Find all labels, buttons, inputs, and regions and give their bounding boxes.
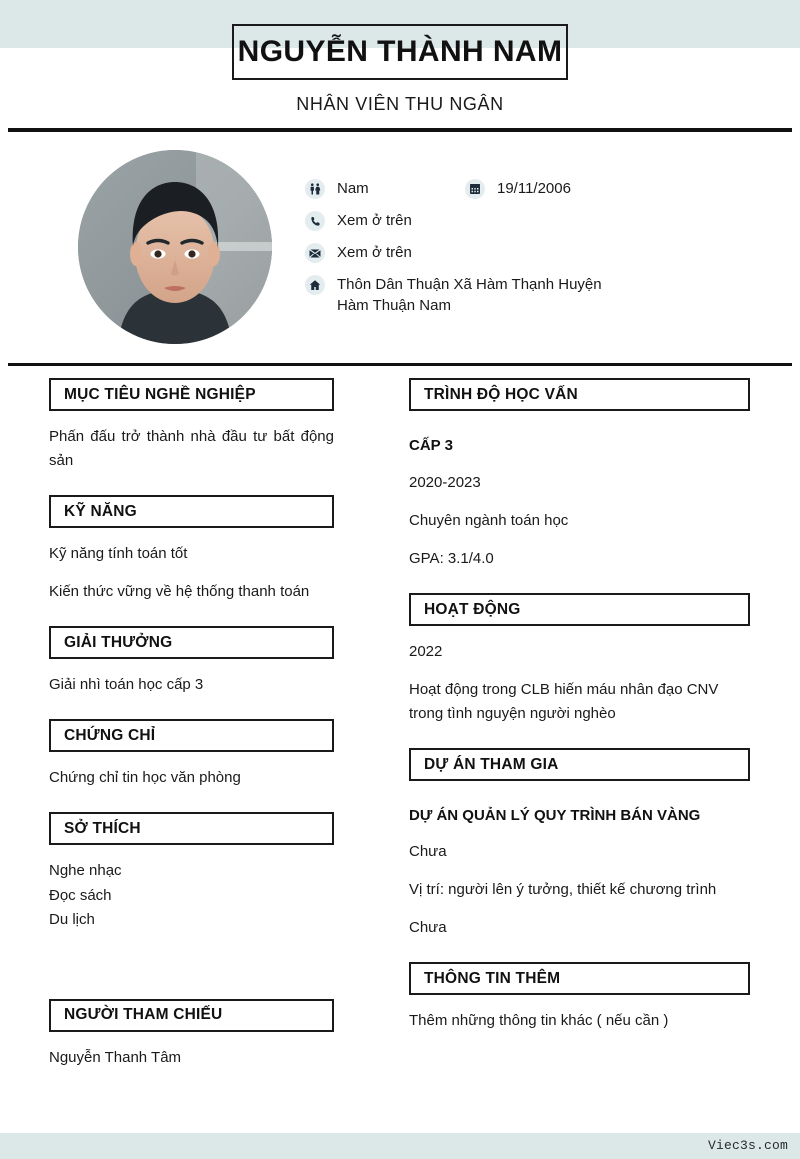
avatar (78, 150, 272, 344)
list-item: Nghe nhạc (49, 862, 122, 879)
contact-row-2 (305, 210, 775, 231)
contact-row-4 (305, 274, 775, 316)
header-divider (8, 128, 792, 132)
list-item: Chứng chỉ tin học văn phòng (49, 769, 241, 786)
objective-body: Phấn đấu trở thành nhà đầu tư bất động sản (49, 428, 334, 469)
section-heading-awards (49, 626, 334, 659)
education-years: 2020-2023 (409, 474, 481, 491)
list-item: Kỹ năng tính toán tốt (49, 545, 188, 562)
section-heading-hobbies (49, 812, 334, 845)
section-heading-skills-label: KỸ NĂNG (64, 502, 137, 520)
section-heading-activities-label: HOẠT ĐỘNG (424, 600, 521, 618)
section-heading-certificates (49, 719, 334, 752)
section-heading-hobbies-label: SỞ THÍCH (64, 819, 141, 837)
section-heading-more-info (409, 962, 750, 995)
cv-header (0, 0, 800, 132)
contact-email (305, 242, 412, 263)
list-item: Đọc sách (49, 886, 112, 904)
more-info-body: Thêm những thông tin khác ( nếu cần ) (409, 1012, 669, 1029)
contact-row-1 (305, 178, 775, 199)
contact-birthdate (465, 178, 571, 199)
contact-list (305, 178, 775, 316)
footer-band (0, 1133, 800, 1159)
calendar-icon (465, 179, 485, 199)
list-item: Nguyễn Thanh Tâm (49, 1048, 182, 1066)
section-heading-references (49, 999, 334, 1032)
contact-gender (305, 178, 465, 199)
contact-section (0, 136, 800, 362)
section-heading-skills (49, 495, 334, 528)
hobbies-list (49, 859, 334, 933)
section-heading-objective-label: MỤC TIÊU NGHỀ NGHIỆP (64, 385, 256, 403)
contact-row-3 (305, 242, 775, 263)
contact-divider (8, 363, 792, 366)
project-title: DỰ ÁN QUẢN LÝ QUY TRÌNH BÁN VÀNG (409, 807, 701, 824)
right-column (409, 378, 750, 1047)
list-item: Giải nhì toán học cấp 3 (49, 676, 204, 693)
section-heading-references-label: NGƯỜI THAM CHIẾU (64, 1006, 223, 1023)
project-role: Vị trí: người lên ý tưởng, thiết kế chương trình (409, 881, 717, 898)
education-level: CẤP 3 (409, 437, 453, 454)
section-heading-education-label: TRÌNH ĐỘ HỌC VẤN (424, 385, 578, 403)
section-heading-education (409, 378, 750, 411)
restroom-icon (305, 179, 325, 199)
job-title: NHÂN VIÊN THU NGÂN (296, 94, 504, 114)
contact-email-value: Xem ở trên (337, 244, 412, 261)
left-column-spacer (49, 955, 334, 999)
education-gpa: GPA: 3.1/4.0 (409, 550, 494, 567)
list-item: Kiến thức vững về hệ thống thanh toán (49, 583, 310, 600)
education-spacer (409, 425, 750, 435)
section-heading-objective (49, 378, 334, 411)
contact-birthdate-value: 19/11/2006 (497, 180, 571, 197)
list-item: Du lịch (49, 911, 95, 928)
contact-phone (305, 210, 412, 231)
envelope-icon (305, 243, 325, 263)
project-line-1: Chưa (409, 843, 447, 860)
section-heading-more-info-label: THÔNG TIN THÊM (424, 969, 561, 987)
page-title: NGUYỄN THÀNH NAM (237, 35, 563, 68)
section-heading-activities (409, 593, 750, 626)
activities-year: 2022 (409, 643, 443, 660)
footer-watermark: Viec3s.com (707, 1138, 788, 1153)
phone-icon (305, 211, 325, 231)
section-heading-awards-label: GIẢI THƯỞNG (64, 633, 173, 651)
section-heading-projects-label: DỰ ÁN THAM GIA (424, 755, 559, 773)
contact-address (305, 274, 637, 316)
education-major: Chuyên ngành toán học (409, 512, 569, 529)
contact-address-value: Thôn Dân Thuận Xã Hàm Thạnh Huyện Hàm Thuận Nam (337, 276, 602, 314)
project-line-3: Chưa (409, 919, 447, 936)
home-icon (305, 275, 325, 295)
projects-spacer (409, 795, 750, 805)
section-heading-certificates-label: CHỨNG CHỈ (64, 726, 156, 744)
section-heading-projects (409, 748, 750, 781)
name-box (232, 24, 568, 80)
contact-gender-value: Nam (337, 180, 369, 197)
left-column (49, 378, 334, 1084)
activities-description: Hoạt động trong CLB hiến máu nhân đạo CNV trong tình nguyện người nghèo (409, 681, 719, 722)
contact-phone-value: Xem ở trên (337, 212, 412, 229)
